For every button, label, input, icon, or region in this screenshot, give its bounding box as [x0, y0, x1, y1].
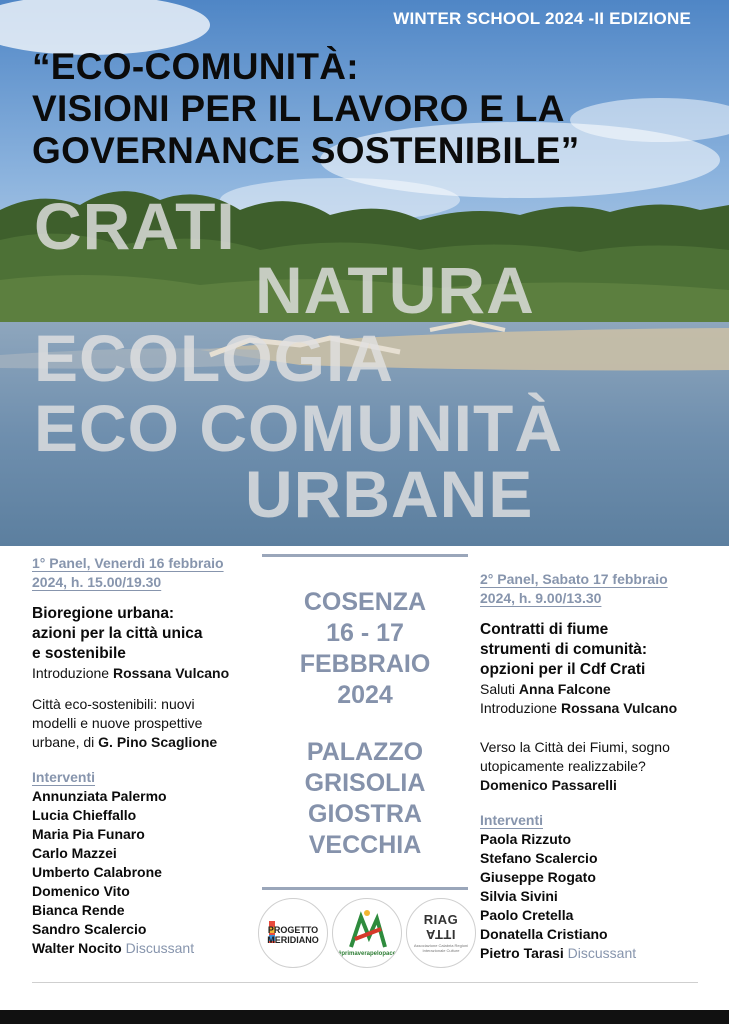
talk-line: Città eco-sostenibili: nuovi — [32, 696, 195, 712]
speaker: Silvia Sivini — [480, 888, 558, 904]
keyword-crati: CRATI — [34, 189, 236, 263]
title-line: Bioregione urbana: — [32, 605, 175, 622]
panel-1-date: 1° Panel, Venerdì 16 febbraio — [32, 555, 224, 571]
logo-2-text: #primaverapelopace — [337, 951, 397, 957]
program-section — [0, 546, 729, 1024]
city-line: FEBBRAIO — [299, 650, 431, 678]
headline-line: GOVERNANCE SOSTENIBILE” — [32, 130, 580, 171]
panel-1-title — [32, 604, 262, 664]
city-line: COSENZA — [303, 588, 427, 616]
footer-divider — [32, 982, 698, 983]
intro-label: Introduzione — [480, 700, 561, 716]
progetto-meridiano-logo — [258, 898, 328, 968]
speaker: Sandro Scalercio — [32, 921, 147, 937]
panel-1 — [32, 554, 262, 958]
logo-1-text: PROGETTO MERIDIANO — [267, 925, 319, 945]
divider-bottom — [262, 887, 468, 890]
speaker: Donatella Cristiano — [480, 926, 608, 942]
city-date — [262, 587, 468, 711]
primavera-per-la-pace-logo — [332, 898, 402, 968]
title-line: azioni per la città unica — [32, 625, 203, 642]
speaker: Paola Rizzuto — [480, 831, 572, 847]
panel-1-intro — [32, 664, 262, 683]
footer-bar — [0, 1010, 729, 1024]
divider-top — [262, 554, 468, 557]
title-line: strumenti di comunità: — [480, 641, 648, 658]
edition-label: WINTER SCHOOL 2024 -II EDIZIONE — [393, 9, 691, 28]
intro-name: Rossana Vulcano — [112, 665, 230, 681]
venue-line: PALAZZO — [306, 738, 424, 766]
panel-1-interventi-heading: Interventi — [32, 769, 96, 785]
speaker: Annunziata Palermo — [32, 788, 167, 804]
speaker: Umberto Calabrone — [32, 864, 162, 880]
partner-logos — [258, 898, 478, 972]
talk-line: utopicamente realizzabile? — [480, 758, 646, 774]
discussant — [480, 944, 720, 963]
discussant-name: Pietro Tarasi — [480, 945, 564, 961]
speaker: Bianca Rende — [32, 902, 125, 918]
city-line: 2024 — [337, 681, 393, 709]
speaker: Lucia Chieffallo — [32, 807, 137, 823]
logo-3-subtext: Associazione Calabria Regioni Interazionale Culture — [413, 943, 469, 953]
speaker: Giuseppe Rogato — [480, 869, 596, 885]
panel-2-speakers — [480, 830, 720, 963]
discussant — [32, 939, 262, 958]
panel-2 — [480, 570, 720, 963]
talk-line: urbane, di — [32, 734, 99, 750]
event-info — [262, 554, 468, 861]
saluti-name: Anna Falcone — [518, 681, 611, 697]
venue-line: GIOSTRA — [308, 800, 422, 828]
discussant-label: Discussant — [563, 945, 637, 961]
speaker: Carlo Mazzei — [32, 845, 117, 861]
discussant-name: Walter Nocito — [32, 940, 122, 956]
intro-name: Rossana Vulcano — [560, 700, 678, 716]
speaker: Maria Pia Funaro — [32, 826, 145, 842]
panel-2-time: 2024, h. 9.00/13.30 — [480, 590, 602, 606]
keyword-urbane: URBANE — [245, 457, 534, 531]
panel-2-title — [480, 620, 720, 680]
discussant-label: Discussant — [121, 940, 195, 956]
title-line: Contratti di fiume — [480, 621, 609, 638]
panel-1-speakers — [32, 787, 262, 958]
title-line: opzioni per il Cdf Crati — [480, 661, 646, 678]
headline-line: “ECO-COMUNITÀ: — [32, 46, 359, 87]
riagatti-logo — [406, 898, 476, 968]
panel-2-saluti — [480, 680, 720, 699]
headline — [32, 46, 712, 172]
keyword-eco-comunita: ECO COMUNITÀ — [34, 391, 563, 465]
talk-line: Verso la Città dei Fiumi, sogno — [480, 739, 670, 755]
talk-author: G. Pino Scaglione — [98, 734, 218, 750]
speaker: Stefano Scalercio — [480, 850, 598, 866]
saluti-label: Saluti — [480, 681, 519, 697]
panel-1-talk — [32, 695, 262, 752]
headline-line: VISIONI PER IL LAVORO E LA — [32, 88, 565, 129]
panel-2-interventi-heading: Interventi — [480, 812, 544, 828]
city-line: 16 - 17 — [326, 619, 404, 647]
speaker: Paolo Cretella — [480, 907, 574, 923]
talk-line: modelli e nuove prospettive — [32, 715, 203, 731]
keyword-natura: NATURA — [255, 253, 535, 327]
logo-3-text: RIAG ATTI — [423, 912, 459, 942]
venue-line: GRISOLIA — [304, 769, 426, 797]
talk-author: Domenico Passarelli — [480, 777, 617, 793]
speaker: Domenico Vito — [32, 883, 130, 899]
panel-2-talk — [480, 738, 720, 795]
venue-line: VECCHIA — [308, 831, 422, 859]
keyword-ecologia: ECOLOGIA — [34, 321, 395, 395]
venue — [262, 737, 468, 861]
title-line: e sostenibile — [32, 645, 126, 662]
panel-1-time: 2024, h. 15.00/19.30 — [32, 574, 162, 590]
panel-2-intro — [480, 699, 720, 718]
panel-2-date: 2° Panel, Sabato 17 febbraio — [480, 571, 668, 587]
intro-label: Introduzione — [32, 665, 113, 681]
